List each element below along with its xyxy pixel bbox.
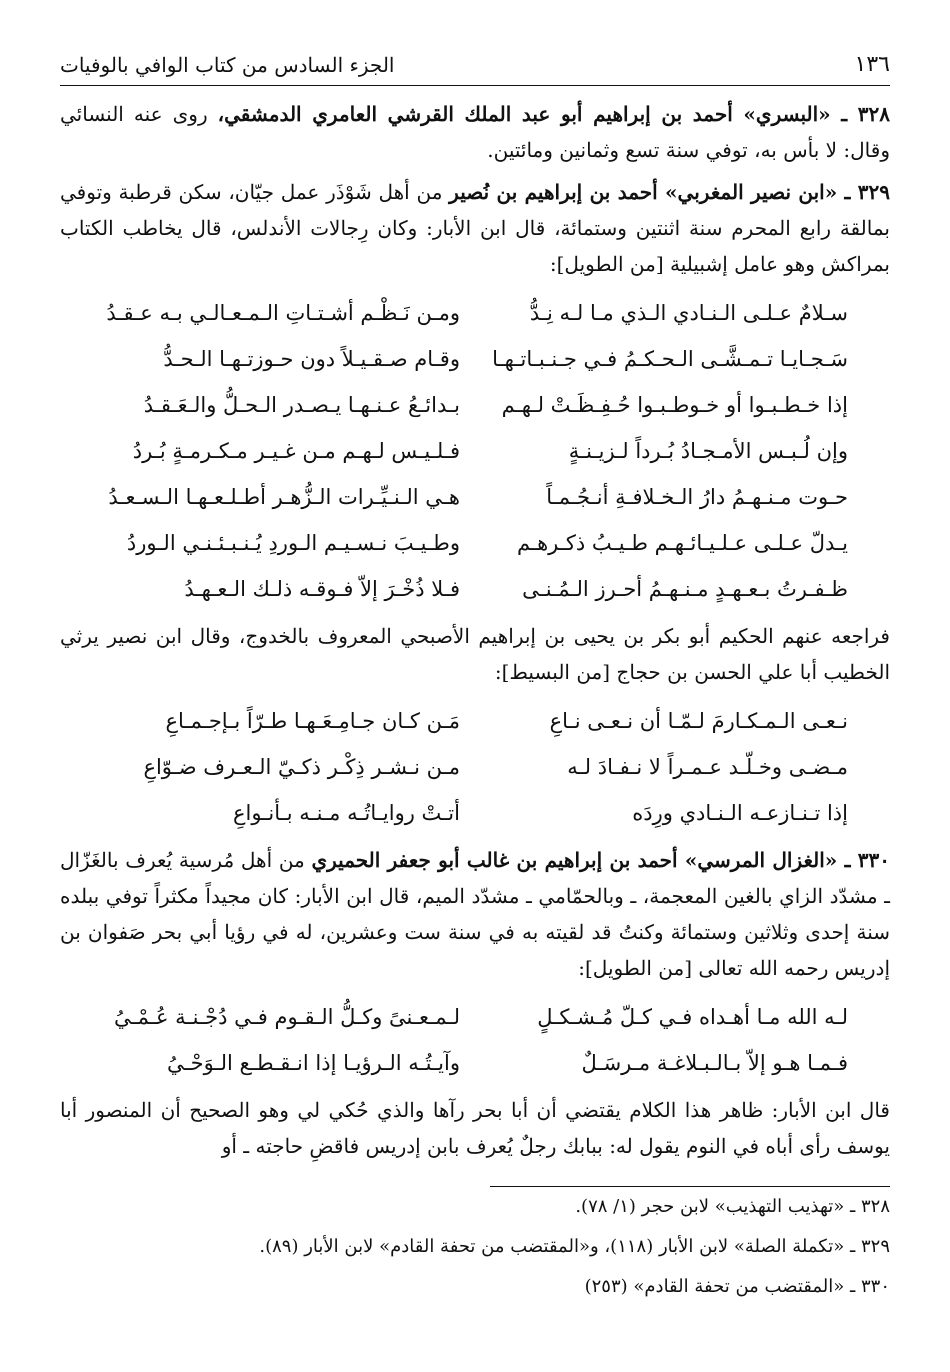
hemistich-1: فـمـا هـو إلاّ بـالـبـلاغـة مـرسَـلٌ	[581, 1051, 848, 1075]
entry-329-continued: فراجعه عنهم الحكيم أبو بكر بن يحيى بن إبراهيم الأصبحي المعروف بالخدوج، وقال ابن نصير يرثي الخطيب أبا علي الحسن بن حجاج [من البسيط]:	[60, 624, 890, 684]
footnotes	[60, 1187, 890, 1307]
poem-329a	[60, 290, 890, 612]
verse-line	[60, 290, 890, 336]
hemistich-2: مَـن كـان جـامِـعَـهـا طـرّاً بـإجـمـاعِ	[165, 709, 460, 733]
hemistich-1: إذا خـطـبـوا أو خـوطـبـوا حُـفِـظَـتْ لـهـم	[501, 393, 848, 417]
hemistich-1: يـدلّ عـلـى عـلـيـائـهـم طـيـبُ ذكـرهـم	[516, 531, 848, 555]
verse-line	[60, 994, 890, 1040]
hemistich-2: فـلـيـس لـهـم مـن غـيـر مـكـرمـةٍ بُـردُ	[132, 439, 460, 463]
entry-329	[60, 174, 890, 282]
verse-line	[60, 520, 890, 566]
entry-text: من أهل مُرسية يُعرف بالغَزّال ـ مشدّد الزاي بالغين المعجمة، ـ وبالحمّامي ـ مشدّد الميم، قال ابن الأبار: كان مجيداً مكثراً توفي ببلده سنة إحدى وثلاثين وستمائة وكنتُ قد لقيته به في سنة ست وعشرين، له في رؤيا أبي بحر صَفوان بن إدريس رحمه الله تعالى [من الطويل]:	[60, 848, 890, 980]
hemistich-2: ومـن نَـظْـم أشـتـاتِ الـمـعـالـي بـه عـقـدُ	[106, 301, 460, 325]
footnote-328: ٣٢٨ ـ «تهذيب التهذيب» لابن حجر (١/ ٧٨).	[575, 1196, 890, 1217]
poem-330	[60, 994, 890, 1086]
hemistich-1: مـضـى وخـلّـد عـمـراً لا نـفـادَ لـه	[567, 755, 848, 779]
entry-text: من أهل شَوْذَر عمل جيّان، سكن قرطبة وتوفي بمالقة رابع المحرم سنة اثنتين وستمائة، قال ابن الأبار: وكان رِجالات الأندلس، قال يخاطب الكتاب بمراكش وهو عامل إشبيلية [من الطويل]:	[60, 180, 890, 276]
hemistich-2: وطـيـبَ نـسـيـم الـوردِ يُـنـبـئـنـي الـوردُ	[126, 531, 460, 555]
book-title: الجزء السادس من كتاب الوافي بالوفيات	[60, 53, 395, 77]
hemistich-2: وآيـتُـه الـرؤيـا إذا انـقـطـع الـوَحْـيُ	[167, 1051, 460, 1075]
verse-line	[60, 474, 890, 520]
verse-line	[60, 1040, 890, 1086]
hemistich-2: أتـتْ روايـاتُـه مـنـه بـأنـواعِ	[232, 801, 460, 825]
hemistich-2: لـمـعـنىً وكـلُّ الـقـوم فـي دُجْـنـة عُـمْـيُ	[114, 1005, 460, 1029]
verse-line	[60, 428, 890, 474]
hemistich-1: نـعـى الـمـكـارمَ لـمّـا أن نـعـى نـاعِ	[549, 709, 848, 733]
entry-heading: ٣٢٨ ـ «البسري» أحمد بن إبراهيم أبو عبد الملك القرشي العامري الدمشقي،	[217, 102, 891, 126]
verse-line	[60, 698, 890, 744]
verse-line	[60, 382, 890, 428]
hemistich-1: وإن لُـبـس الأمـجـادُ بُـرداً لـزيـنـةٍ	[568, 439, 848, 463]
hemistich-1: إذا تـنـازعـه الـنـادي ورِدَه	[632, 801, 848, 825]
hemistich-2: مـن نـشـر ذِكْـر ذكـيّ الـعـرف ضـوّاعِ	[143, 755, 460, 779]
verse-line	[60, 336, 890, 382]
hemistich-2: فـلا ذُخْـرَ إلاّ فـوقـه ذلـك الـعـهـدُ	[184, 577, 460, 601]
hemistich-1: سَـجـايـا تـمـشَّـى الـحـكـمُ فـي جـنـبـاتـهـا	[492, 347, 848, 371]
page-number: ١٣٦	[854, 52, 890, 77]
entry-330-continued: قال ابن الأبار: ظاهر هذا الكلام يقتضي أن أبا بحر رآها والذي حُكي لي وهو الصحيح أن المنصور أبا يوسف رأى أباه في النوم يقول له: ببابك رجلٌ يُعرف بابن إدريس فاقضِ حاجته ـ أو	[60, 1098, 890, 1158]
running-header	[60, 38, 890, 86]
hemistich-2: هـي الـنـيِّـرات الـزُّهـر أطـلـعـهـا الـسـعـدُ	[108, 485, 460, 509]
verse-line	[60, 790, 890, 836]
verse-line	[60, 566, 890, 612]
hemistich-1: ظـفـرتُ بـعـهـدٍ مـنـهـمُ أحـرز الـمُـنـى	[522, 577, 848, 601]
entry-330	[60, 842, 890, 986]
footnote-329: ٣٢٩ ـ «تكملة الصلة» لابن الأبار (١١٨)، و«المقتضب من تحفة القادم» لابن الأبار (٨٩).	[259, 1236, 890, 1257]
poem-329b	[60, 698, 890, 836]
hemistich-2: بـدائـعُ عـنـهـا يـصـدر الـحـلُّ والـعَـقـدُ	[143, 393, 460, 417]
entry-328	[60, 96, 890, 168]
hemistich-1: حـوت مـنـهـمُ دارُ الـخـلافـةِ أنـجُـمـاً	[546, 485, 848, 509]
footnote-330: ٣٣٠ ـ «المقتضب من تحفة القادم» (٢٥٣)	[584, 1276, 890, 1297]
entry-text: روى عنه النسائي وقال: لا بأس به، توفي سنة تسع وثمانين ومائتين.	[60, 102, 890, 162]
hemistich-1: لـه الله مـا أهـداه فـي كـلّ مُـشـكـلٍ	[537, 1005, 848, 1029]
document-page	[60, 38, 890, 1307]
hemistich-1: سـلامٌ عـلـى الـنـادي الـذي مـا لـه نِـدُّ	[529, 301, 848, 325]
entry-heading: ٣٣٠ ـ «الغزال المرسي» أحمد بن إبراهيم بن غالب أبو جعفر الحميري	[311, 848, 890, 872]
hemistich-2: وقـام صـقـيـلاً دون حـوزتـهـا الـحـدُّ	[163, 347, 460, 371]
entry-heading: ٣٢٩ ـ «ابن نصير المغربي» أحمد بن إبراهيم بن نُصير	[449, 180, 890, 204]
verse-line	[60, 744, 890, 790]
